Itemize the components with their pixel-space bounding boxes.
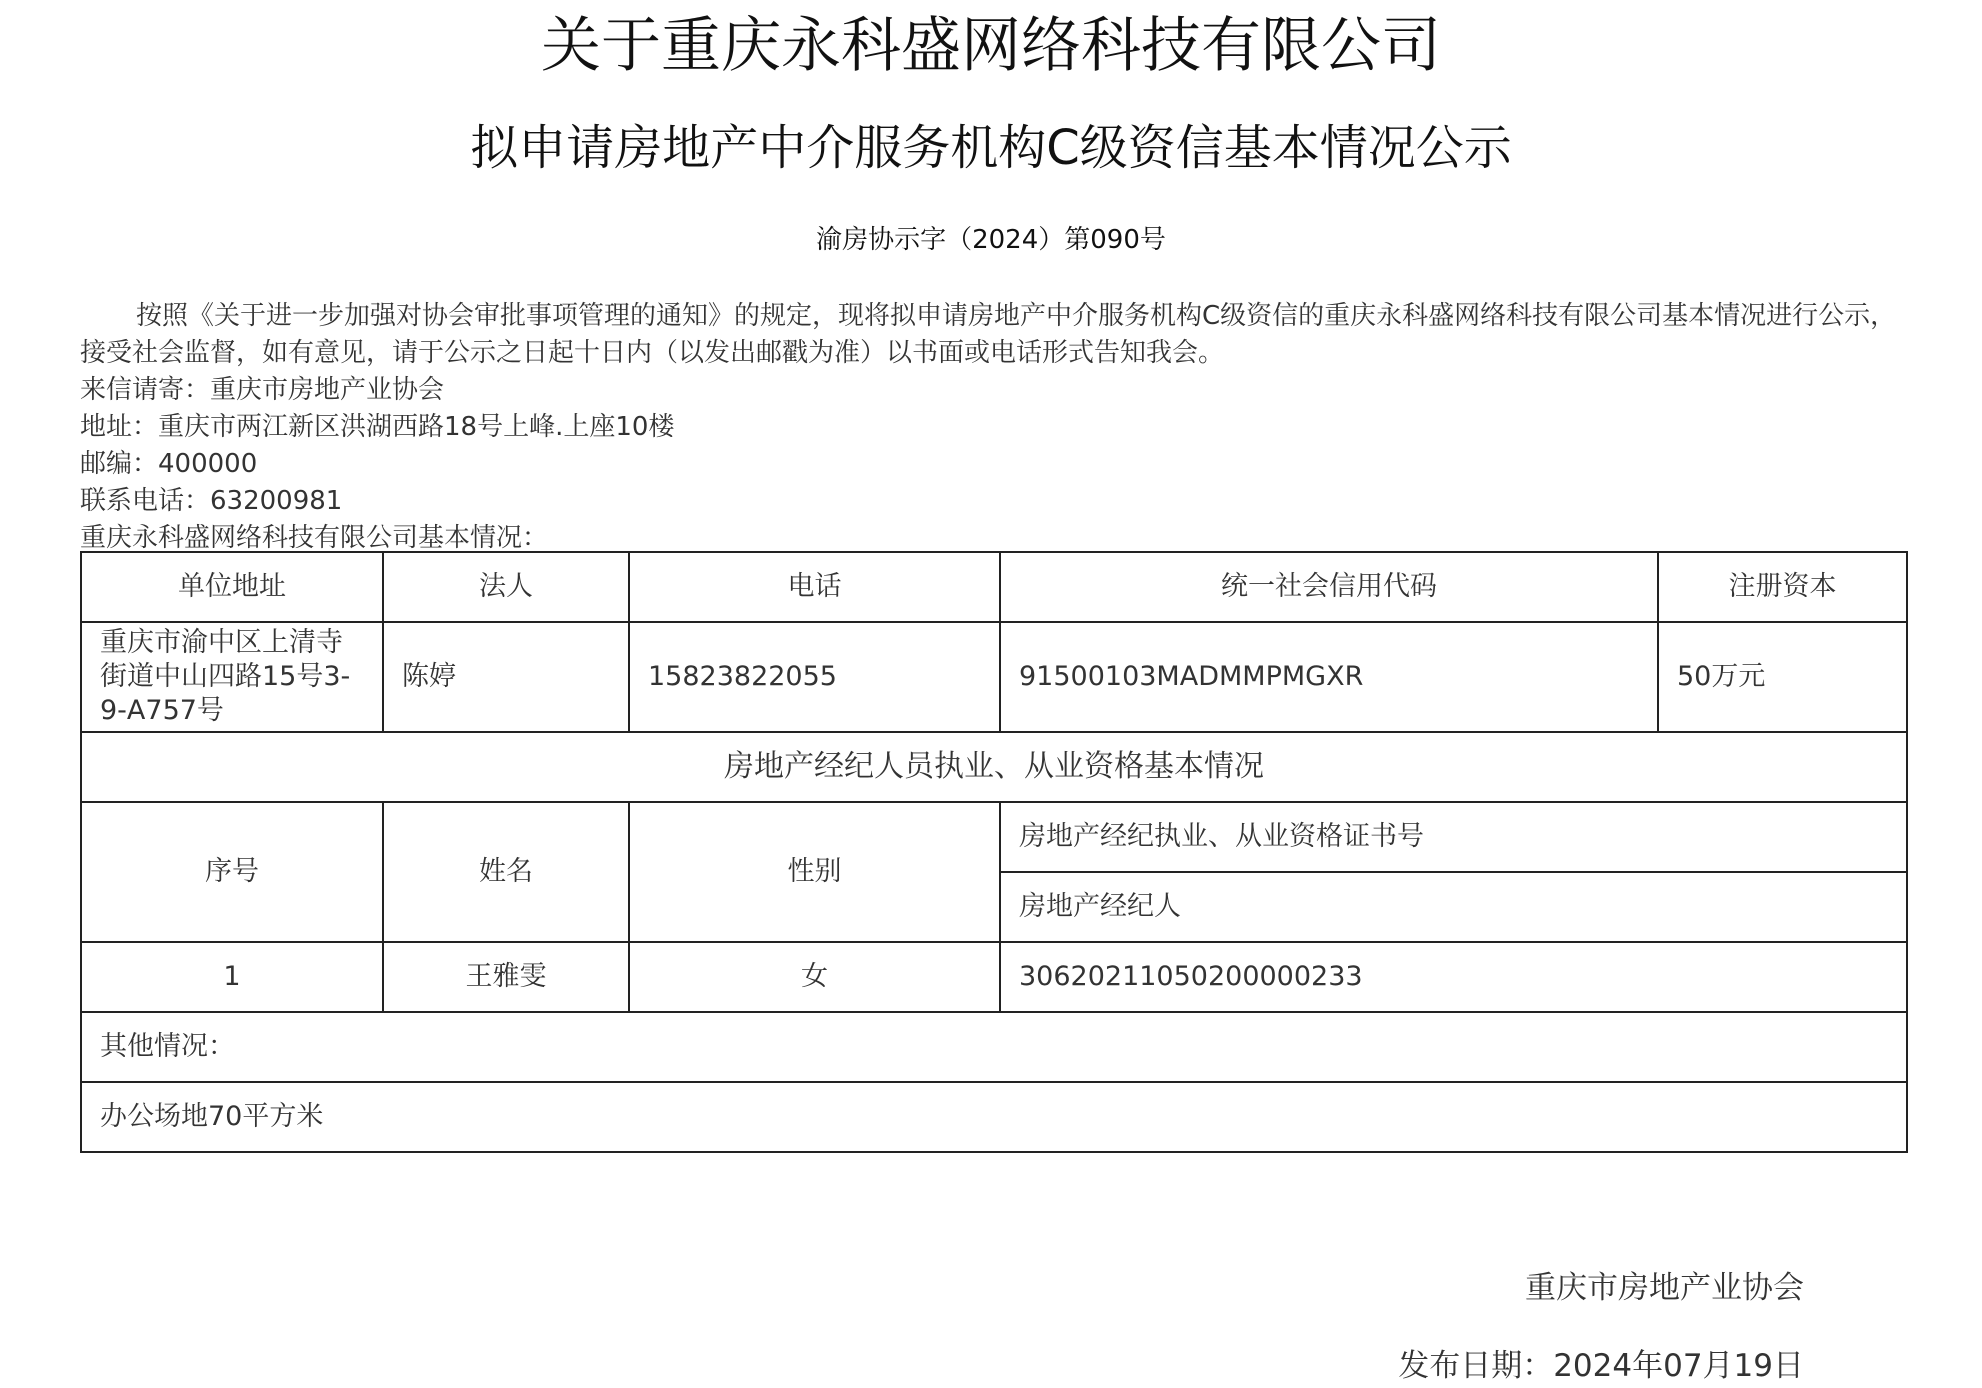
header-cert-type: 房地产经纪人 [1000, 872, 1907, 942]
agent-index: 1 [81, 942, 383, 1012]
header-legal-person: 法人 [383, 552, 629, 622]
issuer-signature: 重庆市房地产业协会 [1525, 1270, 1804, 1306]
postcode-line: 邮编：400000 [80, 449, 258, 479]
cell-legal-person: 陈婷 [383, 622, 629, 732]
cell-capital: 50万元 [1658, 622, 1907, 732]
header-capital: 注册资本 [1658, 552, 1907, 622]
page-title: 关于重庆永科盛网络科技有限公司 [541, 11, 1441, 81]
header-address: 单位地址 [81, 552, 383, 622]
other-content: 办公场地70平方米 [81, 1082, 1907, 1152]
mail-to-line: 来信请寄：重庆市房地产业协会 [80, 375, 445, 405]
other-content-row [81, 1082, 1907, 1152]
agent-name: 王雅雯 [383, 942, 629, 1012]
company-info-table [80, 551, 1908, 1153]
cell-credit-code: 91500103MADMMPMGXR [1000, 622, 1658, 732]
agents-header-row-1 [81, 802, 1907, 872]
header-credit-code: 统一社会信用代码 [1000, 552, 1658, 622]
address-line: 地址：重庆市两江新区洪湖西路18号上峰.上座10楼 [80, 412, 675, 442]
agents-section-heading: 房地产经纪人员执业、从业资格基本情况 [81, 732, 1907, 802]
header-cert-title: 房地产经纪执业、从业资格证书号 [1000, 802, 1907, 872]
agent-gender: 女 [629, 942, 1000, 1012]
company-header-row [81, 552, 1907, 622]
header-phone: 电话 [629, 552, 1000, 622]
cell-phone: 15823822055 [629, 622, 1000, 732]
agents-heading-row [81, 732, 1907, 802]
notice-body [80, 298, 1900, 557]
header-index: 序号 [81, 802, 383, 942]
header-gender: 性别 [629, 802, 1000, 942]
company-data-row [81, 622, 1907, 732]
other-label-row [81, 1012, 1907, 1082]
phone-line: 联系电话：63200981 [80, 486, 343, 516]
page-subtitle: 拟申请房地产中介服务机构C级资信基本情况公示 [470, 120, 1512, 176]
other-label: 其他情况： [81, 1012, 1907, 1082]
header-name: 姓名 [383, 802, 629, 942]
document-number: 渝房协示字（2024）第090号 [816, 225, 1166, 255]
agent-cert-number: 30620211050200000233 [1000, 942, 1907, 1012]
cell-address: 重庆市渝中区上清寺街道中山四路15号3-9-A757号 [81, 622, 383, 732]
basic-info-heading: 重庆永科盛网络科技有限公司基本情况： [80, 523, 549, 553]
publish-date: 发布日期：2024年07月19日 [1398, 1348, 1804, 1384]
intro-paragraph: 按照《关于进一步加强对协会审批事项管理的通知》的规定，现将拟申请房地产中介服务机构C级资信的重庆永科盛网络科技有限公司基本情况进行公示，接受社会监督，如有意见，请于公示之日起十日内（以发出邮戳为准）以书面或电话形式告知我会。 [80, 301, 1897, 368]
table-row [81, 942, 1907, 1012]
